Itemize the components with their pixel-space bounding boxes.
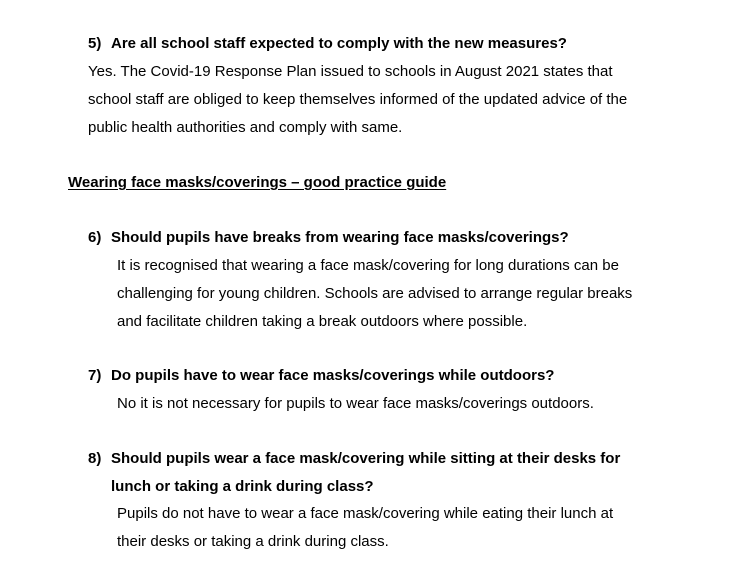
answer-line: their desks or taking a drink during class. <box>117 533 389 550</box>
answer-line: and facilitate children taking a break outdoors where possible. <box>117 313 528 330</box>
question-number: 7) <box>88 367 102 384</box>
answer-line: It is recognised that wearing a face mask/covering for long durations can be <box>117 257 619 274</box>
question-title: Do pupils have to wear face masks/coverings while outdoors? <box>111 367 555 384</box>
answer-line: Pupils do not have to wear a face mask/covering while eating their lunch at <box>117 505 614 522</box>
question-number: 5) <box>88 35 102 52</box>
question-title: Are all school staff expected to comply with the new measures? <box>111 35 567 52</box>
answer-line: school staff are obliged to keep themselves informed of the updated advice of the <box>88 91 628 108</box>
question-title-line: Should pupils wear a face mask/covering while sitting at their desks for <box>111 450 621 467</box>
question-title: Should pupils have breaks from wearing face masks/coverings? <box>111 229 569 246</box>
question-title-line: lunch or taking a drink during class? <box>111 478 374 495</box>
section-heading: Wearing face masks/coverings – good practice guide <box>68 174 447 191</box>
answer-line: Yes. The Covid-19 Response Plan issued to schools in August 2021 states that <box>88 63 613 80</box>
question-number: 6) <box>88 229 102 246</box>
question-number: 8) <box>88 450 102 467</box>
answer-line: No it is not necessary for pupils to wear face masks/coverings outdoors. <box>117 395 594 412</box>
answer-line: public health authorities and comply with same. <box>88 119 403 136</box>
answer-line: challenging for young children. Schools are advised to arrange regular breaks <box>117 285 633 302</box>
